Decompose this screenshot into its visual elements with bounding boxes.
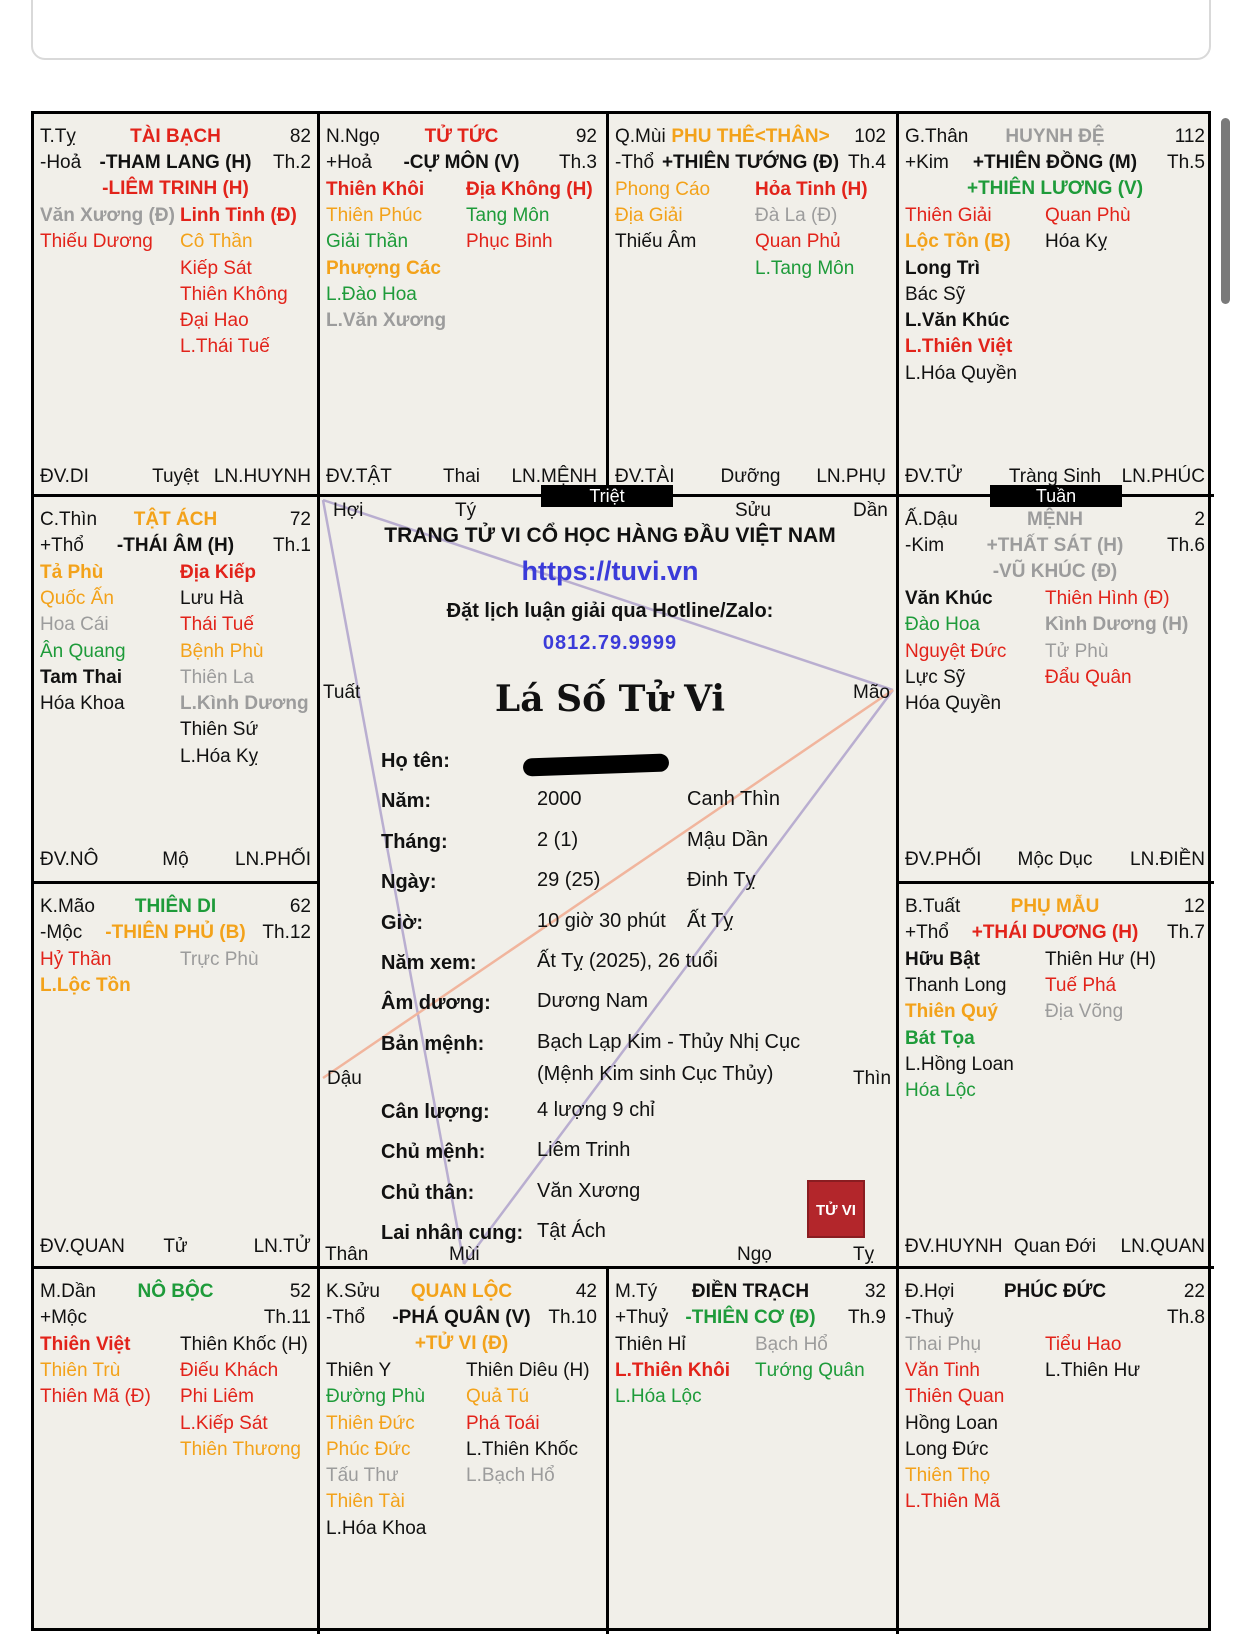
- star-left: Bát Tọa: [905, 1027, 975, 1049]
- star-right: Kiếp Sát: [180, 257, 252, 279]
- palace-element: -Thổ: [326, 1307, 366, 1328]
- star-right: Hỏa Tinh (H): [755, 178, 868, 200]
- palace-name: ĐIỀN TRẠCH: [691, 1281, 810, 1302]
- star-right: Thiên Hư (H): [1045, 948, 1156, 970]
- main-star: +THẤT SÁT (H): [986, 535, 1124, 556]
- star-left: Địa Giải: [615, 204, 683, 226]
- palace-than[interactable]: [899, 114, 1211, 496]
- palace-age: 52: [289, 1281, 311, 1302]
- star-left: Hữu Bật: [905, 948, 980, 970]
- star-left: Thiên Tài: [326, 1491, 405, 1513]
- palace-name: TỬ TỨC: [424, 126, 499, 147]
- palace-hoi[interactable]: [899, 1269, 1211, 1629]
- palace-month: Th.12: [262, 922, 311, 943]
- palace-month: Th.9: [847, 1307, 886, 1328]
- dir-tuat: Tuất: [323, 682, 361, 703]
- palace-name: PHỤ MẪU: [1010, 896, 1100, 917]
- palace-foot-stage: Thai: [443, 466, 480, 487]
- star-left: Tam Thai: [40, 666, 122, 688]
- info-value: Ất Tỵ (2025), 26 tuổi: [537, 950, 718, 972]
- star-left: Long Đức: [905, 1438, 989, 1460]
- star-right: Tang Môn: [466, 204, 550, 226]
- palace-head: Q.Mùi: [615, 126, 666, 147]
- star-right: Cô Thần: [180, 231, 253, 253]
- star-left: L.Hóa Quyền: [905, 362, 1017, 384]
- palace-age: 82: [289, 126, 311, 147]
- palace-month: Th.1: [272, 535, 311, 556]
- star-right: Phục Binh: [466, 231, 553, 253]
- star-left: Thiên Giải: [905, 204, 992, 226]
- palace-foot-dv: ĐV.QUAN: [40, 1236, 125, 1257]
- info-label: Cân lượng:: [381, 1100, 490, 1123]
- palace-age: 112: [1174, 126, 1205, 147]
- palace-foot-stage: Tràng Sinh: [1008, 466, 1102, 487]
- palace-foot-ln: LN.HUYNH: [213, 466, 311, 487]
- info-value: 2 (1): [537, 828, 579, 851]
- star-left: L.Thiên Mã: [905, 1491, 1001, 1513]
- info-value: Tật Ách: [537, 1220, 606, 1242]
- star-left: Hóa Quyền: [905, 693, 1002, 715]
- palace-age: 12: [1183, 896, 1205, 917]
- palace-dan[interactable]: [34, 1269, 317, 1629]
- info-label: Bản mệnh:: [381, 1032, 485, 1055]
- palace-element: +Thổ: [40, 535, 84, 556]
- palace-head: M.Dần: [40, 1281, 96, 1302]
- palace-mui[interactable]: [609, 114, 892, 496]
- palace-element: +Mộc: [40, 1307, 87, 1328]
- star-left: L.Thiên Khôi: [615, 1359, 731, 1381]
- star-right: Linh Tinh (Đ): [180, 204, 297, 226]
- star-right: Trực Phù: [180, 948, 259, 970]
- palace-age: 22: [1183, 1281, 1205, 1302]
- star-right: Kình Dương (H): [1045, 614, 1189, 636]
- main-star: -THIÊN PHỦ (B): [105, 922, 246, 943]
- palace-name: TẬT ÁCH: [133, 509, 218, 530]
- info-value: 29 (25): [537, 869, 601, 892]
- star-right: Phá Toái: [466, 1412, 540, 1434]
- palace-foot-stage: Tử: [163, 1236, 188, 1257]
- star-left: Văn Khúc: [905, 587, 993, 609]
- star-left: Thiếu Dương: [40, 231, 153, 253]
- info-label: Họ tên:: [381, 750, 450, 772]
- star-right: Đà La (Đ): [755, 204, 838, 226]
- star-right: Tiểu Hao: [1045, 1333, 1122, 1355]
- dir-dan: Dần: [853, 500, 888, 521]
- info-label: Chủ mệnh:: [381, 1141, 486, 1164]
- palace-age: 72: [289, 509, 311, 530]
- star-right: L.Kiếp Sát: [180, 1412, 268, 1434]
- palace-element: -Thuỷ: [905, 1307, 954, 1328]
- star-left: Tả Phù: [40, 561, 104, 583]
- palace-foot-ln: LN.PHÚC: [1121, 466, 1205, 487]
- scrollbar-thumb[interactable]: [1221, 118, 1230, 304]
- palace-name: THIÊN DI: [134, 896, 217, 917]
- palace-foot-stage: Dưỡng: [720, 466, 781, 487]
- info-value-2: (Mệnh Kim sinh Cục Thủy): [537, 1062, 774, 1085]
- palace-foot-dv: ĐV.TÀI: [615, 466, 675, 487]
- palace-foot-ln: LN.QUAN: [1120, 1236, 1205, 1257]
- palace-suu[interactable]: [320, 1269, 603, 1629]
- palace-age: 2: [1194, 509, 1205, 530]
- star-right: Thiên Khốc (H): [180, 1333, 308, 1355]
- palace-foot-ln: LN.PHỤ: [816, 466, 886, 487]
- palace-element: -Mộc: [40, 922, 83, 943]
- star-right: L.Thiên Khốc: [466, 1438, 578, 1460]
- palace-thin[interactable]: [34, 497, 317, 879]
- palace-age: 42: [575, 1281, 597, 1302]
- star-left: L.Thiên Việt: [905, 336, 1013, 358]
- star-left: Thiên Đức: [326, 1412, 415, 1434]
- info-label: Chủ thân:: [381, 1181, 475, 1204]
- palace-foot-stage: Mộc Dục: [1017, 849, 1093, 870]
- star-right: Bệnh Phù: [180, 640, 264, 662]
- star-right: Địa Kiếp: [180, 561, 257, 583]
- dir-mui: Mùi: [449, 1244, 480, 1265]
- star-right: Quan Phù: [1045, 204, 1131, 226]
- palace-element: -Hoả: [40, 152, 82, 173]
- palace-head: Đ.Hợi: [905, 1281, 955, 1302]
- star-left: Thiên Phúc: [326, 204, 423, 226]
- main-star: +THÁI DƯƠNG (H): [971, 922, 1139, 943]
- info-label: Lai nhân cung:: [381, 1222, 524, 1244]
- palace-element: +Thuỷ: [615, 1307, 669, 1328]
- info-value: Dương Nam: [537, 990, 648, 1013]
- palace-head: B.Tuất: [905, 896, 961, 917]
- main-star-2: -LIÊM TRINH (H): [102, 178, 249, 199]
- horoscope-chart: [31, 111, 1211, 1631]
- palace-name: QUAN LỘC: [410, 1281, 513, 1302]
- palace-name: PHÚC ĐỨC: [1003, 1281, 1107, 1302]
- palace-name: TÀI BẠCH: [130, 126, 221, 147]
- palace-foot-stage: Mộ: [162, 849, 189, 870]
- star-left: Long Trì: [905, 257, 980, 279]
- info-extra: Mậu Dần: [687, 828, 769, 851]
- palace-foot-stage: Tuyệt: [152, 466, 199, 487]
- info-value: 2000: [537, 788, 582, 811]
- info-label: Ngày:: [381, 871, 437, 894]
- dir-than: Thân: [325, 1244, 369, 1265]
- star-left: Bác Sỹ: [905, 283, 966, 305]
- star-left: Phúc Đức: [326, 1438, 411, 1460]
- info-value: Liêm Trinh: [537, 1139, 631, 1162]
- palace-month: Th.2: [272, 152, 311, 173]
- palace-element: +Kim: [905, 152, 949, 173]
- palace-month: Th.7: [1166, 922, 1205, 943]
- dir-hoi: Hợi: [333, 500, 364, 521]
- main-star-2: -VŨ KHÚC (Đ): [992, 561, 1118, 582]
- star-right: L.Kình Dương: [180, 693, 309, 715]
- dir-ty-top: Tý: [455, 500, 477, 521]
- star-left: Quốc Ấn: [40, 587, 114, 609]
- dir-thin: Thìn: [853, 1068, 892, 1089]
- palace-name: PHU THÊ<THÂN>: [671, 126, 830, 147]
- palace-age: 92: [575, 126, 597, 147]
- star-right: L.Thái Tuế: [180, 336, 270, 358]
- star-right: L.Bạch Hổ: [466, 1465, 555, 1487]
- star-left: L.Lộc Tồn: [40, 974, 131, 996]
- star-right: Tuế Phá: [1045, 974, 1117, 996]
- palace-tuat[interactable]: [899, 884, 1211, 1266]
- main-star-2: +TỬ VI (Đ): [414, 1333, 509, 1354]
- star-left: Thiên Quý: [905, 1001, 998, 1023]
- palace-ty[interactable]: [34, 114, 317, 496]
- main-star-2: +THIÊN LƯƠNG (V): [966, 178, 1144, 199]
- palace-ngo[interactable]: [320, 114, 603, 496]
- palace-month: Th.10: [548, 1307, 597, 1328]
- dir-dau: Dậu: [327, 1068, 362, 1089]
- palace-foot-ln: LN.PHỐI: [234, 849, 311, 870]
- star-left: Thiên Hỉ: [615, 1333, 686, 1355]
- star-left: Thiên Việt: [40, 1333, 131, 1355]
- info-extra: Canh Thìn: [687, 788, 781, 811]
- palace-foot-dv: ĐV.TẬT: [326, 466, 392, 487]
- star-left: Lực Sỹ: [905, 666, 966, 688]
- star-right: Phi Liêm: [180, 1386, 254, 1408]
- star-right: L.Tang Môn: [755, 257, 855, 279]
- star-left: Thiên Khôi: [326, 178, 425, 200]
- star-left: Thanh Long: [905, 974, 1007, 996]
- palace-head: C.Thìn: [40, 509, 98, 530]
- star-left: L.Văn Xương: [326, 310, 447, 332]
- star-left: L.Hóa Khoa: [326, 1517, 427, 1539]
- main-star: -CỰ MÔN (V): [403, 152, 520, 173]
- star-right: Quan Phủ: [755, 231, 841, 253]
- star-right: Bạch Hổ: [755, 1333, 828, 1355]
- main-star: -THÁI ÂM (H): [116, 535, 235, 556]
- dir-ngo: Ngọ: [737, 1244, 772, 1265]
- star-left: Hoa Cái: [40, 614, 109, 636]
- palace-month: Th.6: [1166, 535, 1205, 556]
- main-star: +THIÊN ĐỒNG (M): [972, 152, 1138, 173]
- star-right: Đại Hao: [180, 310, 249, 332]
- palace-foot-ln: LN.TỬ: [253, 1236, 311, 1257]
- palace-name: NÔ BỘC: [137, 1281, 214, 1302]
- palace-head: N.Ngọ: [326, 126, 380, 147]
- star-left: Hồng Loan: [905, 1412, 998, 1434]
- booking-text: Đặt lịch luận giải qua Hotline/Zalo:: [446, 600, 774, 622]
- main-star: -THIÊN CƠ (Đ): [685, 1307, 816, 1328]
- star-right: Thiên La: [180, 666, 254, 688]
- palace-month: Th.4: [847, 152, 886, 173]
- star-left: Thiên Mã (Đ): [40, 1386, 151, 1408]
- star-right: Tử Phù: [1045, 640, 1109, 662]
- star-left: Tấu Thư: [326, 1465, 399, 1487]
- palace-head: K.Sửu: [326, 1281, 380, 1302]
- palace-foot-dv: ĐV.PHỐI: [905, 849, 982, 870]
- star-right: Quả Tú: [466, 1386, 530, 1408]
- seal-stamp: TỬ VI: [807, 1180, 865, 1238]
- palace-tyb[interactable]: [609, 1269, 892, 1629]
- star-left: Thiên Trù: [40, 1359, 121, 1381]
- palace-foot-stage: Quan Đới: [1013, 1236, 1097, 1257]
- info-value: 10 giờ 30 phút: [537, 909, 666, 932]
- site-url-link[interactable]: https://tuvi.vn: [521, 556, 699, 586]
- star-left: L.Đào Hoa: [326, 283, 417, 305]
- center-info: [321, 496, 899, 1266]
- dir-mao: Mão: [853, 682, 890, 703]
- star-right: Thiên Sứ: [180, 719, 259, 741]
- palace-head: K.Mão: [40, 896, 95, 917]
- info-value: 4 lượng 9 chỉ: [537, 1098, 655, 1121]
- star-left: Nguyệt Đức: [905, 640, 1007, 662]
- star-right: Thiên Hình (Đ): [1045, 587, 1170, 609]
- star-left: Hỷ Thần: [40, 948, 112, 970]
- star-left: L.Văn Khúc: [905, 310, 1010, 332]
- palace-age: 32: [864, 1281, 886, 1302]
- star-left: Thai Phụ: [905, 1333, 982, 1355]
- dir-ty-bottom: Tỵ: [853, 1244, 875, 1265]
- palace-mao[interactable]: [34, 884, 317, 1266]
- star-right: Thiên Thương: [180, 1438, 301, 1460]
- main-star: -PHÁ QUÂN (V): [392, 1307, 531, 1328]
- star-left: Lộc Tồn (B): [905, 231, 1011, 253]
- info-extra: Ất Tỵ: [687, 909, 734, 932]
- star-right: Hóa Kỵ: [1045, 231, 1108, 253]
- star-left: Giải Thần: [326, 231, 409, 253]
- info-label: Tháng:: [381, 830, 448, 853]
- info-value: Văn Xương: [537, 1179, 641, 1202]
- triet-tag: Triệt: [541, 485, 673, 507]
- site-headline: TRANG TỬ VI CỔ HỌC HÀNG ĐẦU VIỆT NAM: [384, 524, 836, 547]
- star-left: Thiên Y: [326, 1359, 392, 1381]
- star-left: L.Hóa Lộc: [615, 1386, 702, 1408]
- star-right: L.Thiên Hư: [1045, 1359, 1141, 1381]
- hotline-link[interactable]: 0812.79.9999: [542, 632, 678, 654]
- palace-head: G.Thân: [905, 126, 969, 147]
- main-star: -THAM LANG (H): [99, 152, 252, 173]
- info-label: Giờ:: [381, 911, 423, 934]
- palace-element: -Thổ: [615, 152, 655, 173]
- star-left: Ân Quang: [40, 640, 126, 662]
- star-left: Phong Cáo: [615, 178, 711, 200]
- palace-month: Th.5: [1166, 152, 1205, 173]
- palace-month: Th.11: [263, 1307, 311, 1328]
- palace-name: HUYNH ĐỆ: [1005, 126, 1105, 147]
- palace-age: 62: [289, 896, 311, 917]
- star-left: Văn Tinh: [905, 1359, 980, 1381]
- palace-head: M.Tý: [615, 1281, 658, 1302]
- star-right: Lưu Hà: [180, 587, 244, 609]
- main-star: +THIÊN TƯỚNG (Đ): [661, 152, 840, 173]
- star-right: Thiên Không: [180, 283, 288, 305]
- star-left: Đào Hoa: [905, 614, 980, 636]
- palace-foot-dv: ĐV.HUYNH: [905, 1236, 1003, 1257]
- palace-foot-dv: ĐV.TỬ: [905, 466, 963, 487]
- info-extra: Đinh Tỵ: [687, 869, 756, 892]
- dir-suu: Sửu: [735, 500, 771, 521]
- info-label: Âm dương:: [381, 992, 491, 1015]
- star-left: Hóa Lộc: [905, 1080, 976, 1102]
- info-label: Năm:: [381, 790, 432, 813]
- star-left: Hóa Khoa: [40, 693, 125, 715]
- info-label: Năm xem:: [381, 952, 477, 974]
- top-card: [31, 0, 1211, 60]
- chart-title: Lá Số Tử Vi: [494, 678, 726, 720]
- palace-foot-dv: ĐV.DI: [40, 466, 89, 487]
- star-right: Tướng Quân: [755, 1359, 865, 1381]
- star-left: Thiếu Âm: [615, 231, 697, 253]
- palace-foot-ln: LN.MỆNH: [511, 466, 597, 487]
- palace-foot-ln: LN.ĐIỀN: [1130, 849, 1205, 870]
- star-right: Đẩu Quân: [1045, 666, 1132, 688]
- info-value: Bạch Lạp Kim - Thủy Nhị Cục: [537, 1030, 801, 1053]
- star-right: Thái Tuế: [180, 614, 254, 636]
- palace-head: Ấ.Dậu: [905, 509, 958, 530]
- palace-element: +Hoả: [326, 152, 372, 173]
- palace-head: T.Tỵ: [40, 126, 76, 147]
- palace-element: -Kim: [905, 535, 945, 556]
- palace-month: Th.8: [1166, 1307, 1205, 1328]
- star-left: Đường Phù: [326, 1386, 426, 1408]
- star-left: Phượng Các: [326, 257, 441, 279]
- star-left: Văn Xương (Đ): [40, 204, 175, 226]
- star-right: L.Hóa Kỵ: [180, 745, 259, 767]
- tuan-tag: Tuần: [990, 485, 1122, 507]
- palace-dau[interactable]: [899, 497, 1211, 879]
- palace-age: 102: [854, 126, 886, 147]
- star-right: Địa Không (H): [466, 178, 593, 200]
- star-left: Thiên Quan: [905, 1386, 1005, 1408]
- palace-foot-dv: ĐV.NÔ: [40, 849, 99, 870]
- palace-name: MỆNH: [1027, 509, 1083, 530]
- star-right: Điếu Khách: [180, 1359, 279, 1381]
- star-left: L.Hồng Loan: [905, 1053, 1014, 1075]
- palace-month: Th.3: [558, 152, 597, 173]
- star-left: Thiên Thọ: [905, 1465, 991, 1487]
- star-right: Thiên Diêu (H): [466, 1359, 590, 1381]
- palace-element: +Thổ: [905, 922, 949, 943]
- star-right: Địa Võng: [1045, 1001, 1124, 1023]
